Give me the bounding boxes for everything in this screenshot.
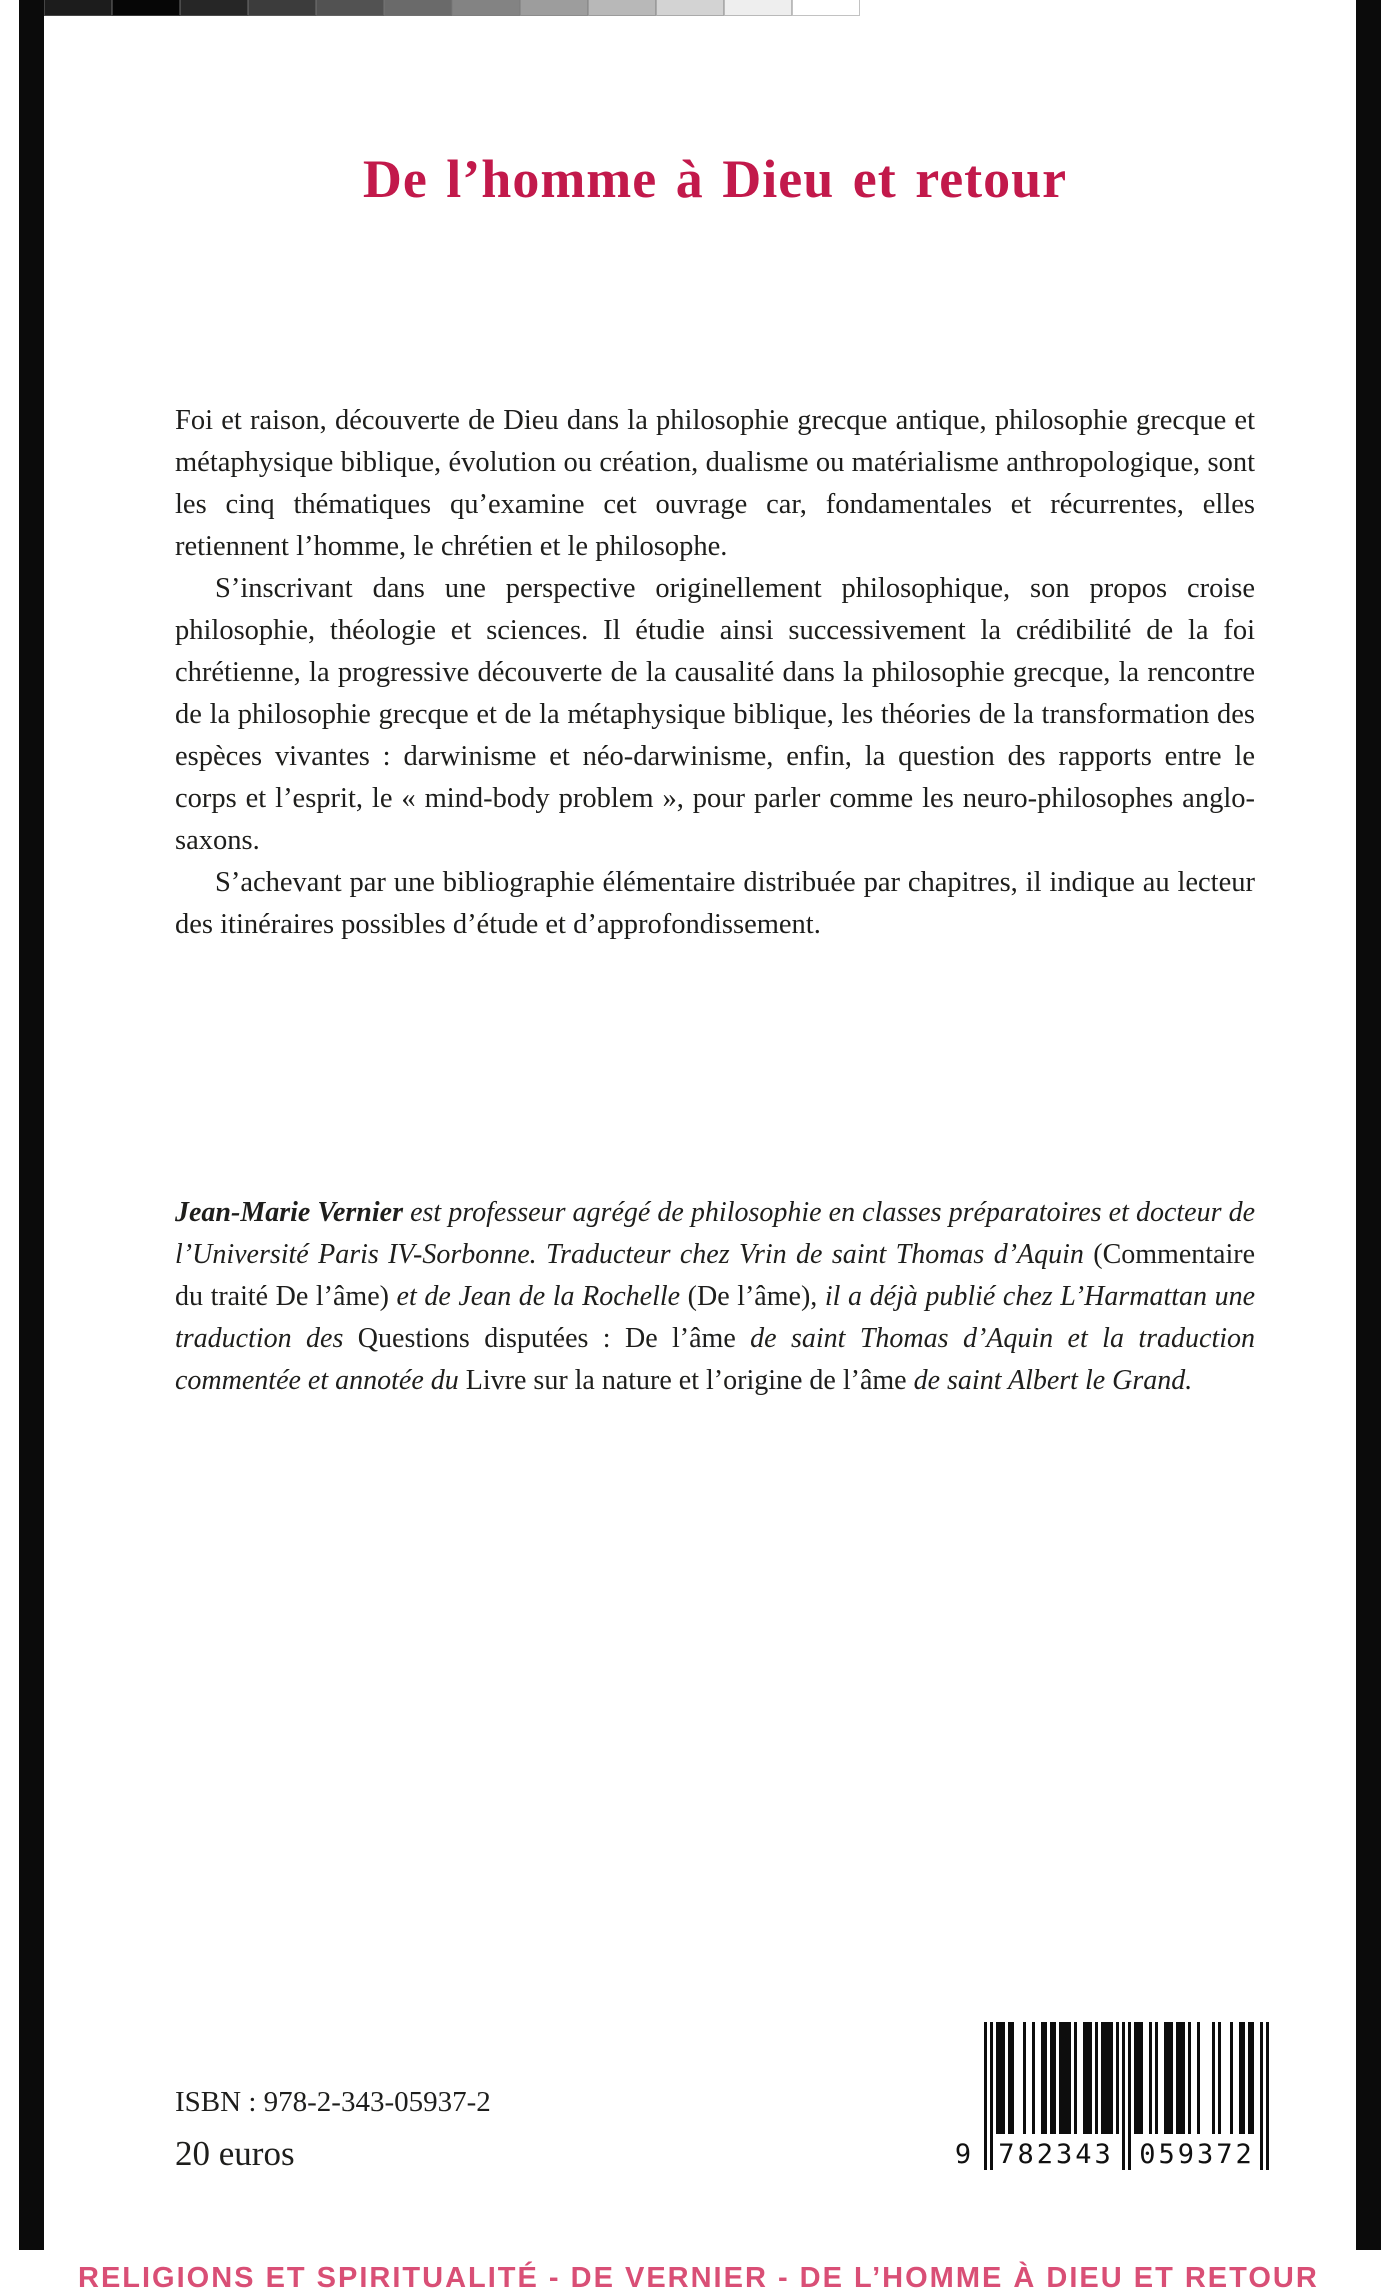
synopsis-paragraph-1: Foi et raison, découverte de Dieu dans la philosophie grecque antique, philosophie grecque et métaphysique biblique, évolution ou création, dualisme ou matérialisme anthropologique, sont les cinq thématiques qu’examine cet ouvrage car, fondamentales et récurrentes, elles retiennent l’homme, le chrétien et le philosophe.: [175, 405, 1255, 562]
calibration-swatch: [112, 0, 180, 16]
book-title: De l’homme à Dieu et retour: [362, 149, 1068, 209]
bio-segment: (De l’âme),: [687, 1281, 818, 1312]
author-bio: [175, 1192, 1255, 1402]
print-slug: RELIGIONS ET SPIRITUALITÉ - DE VERNIER - DE L’HOMME À DIEU ET RETOUR: [78, 2262, 1319, 2294]
bio-segment: il a déjà publié chez L’Harmattan une traduction des: [175, 1281, 1256, 1354]
bio-segment: Livre sur la nature et l’origine de l’âme: [465, 1365, 907, 1396]
barcode-digit-system: 9: [954, 2139, 975, 2170]
bio-segment: Jean-Marie Vernier: [175, 1197, 403, 1228]
calibration-swatch: [248, 0, 316, 16]
calibration-swatch: [316, 0, 384, 16]
bio-segment: (Commentaire du traité De l’âme): [175, 1239, 1255, 1312]
calibration-swatch: [520, 0, 588, 16]
calibration-swatch: [44, 0, 112, 16]
calibration-swatch: [588, 0, 656, 16]
calibration-swatch: [384, 0, 452, 16]
barcode: [948, 2022, 1278, 2174]
price-text: 20 euros: [175, 2134, 295, 2173]
right-trim-bar: [1356, 0, 1381, 2250]
left-trim-bar: [19, 0, 44, 2250]
calibration-swatch: [656, 0, 724, 16]
calibration-swatch: [724, 0, 792, 16]
synopsis: [175, 400, 1255, 946]
calibration-strip: [44, 0, 860, 16]
bio-segment: est professeur agrégé de philosophie en classes préparatoires et docteur de l’Université Paris IV-Sorbonne. Traducteur chez Vrin de saint Thomas d’Aquin: [175, 1197, 1255, 1270]
barcode-digits-left: 782343: [993, 2136, 1119, 2172]
calibration-swatch: [792, 0, 860, 16]
calibration-swatch: [180, 0, 248, 16]
title-block: [175, 148, 1255, 210]
synopsis-paragraph-2: S’inscrivant dans une perspective originellement philosophique, son propos croise philosophie, théologie et sciences. Il étudie ainsi successivement la crédibilité de la foi chrétienne, la progressive découverte de la causalité dans la philosophie grecque, la rencontre de la philosophie grecque et de la métaphysique biblique, les théories de la transformation des espèces vivantes : darwinisme et néo-darwinisme, enfin, la question des rapports entre le corps et l’esprit, le « mind-body problem », pour parler comme les neuro-philosophes anglo-saxons.: [175, 573, 1255, 856]
bio-segment: Questions disputées : De l’âme: [357, 1323, 736, 1354]
bio-segment: de saint Albert le Grand.: [906, 1365, 1193, 1396]
calibration-swatch: [452, 0, 520, 16]
isbn-text: ISBN : 978-2-343-05937-2: [175, 2086, 491, 2118]
bio-segment: de saint Thomas d’Aquin et la traduction commentée et annotée du: [175, 1323, 1256, 1396]
barcode-digits-right: 059372: [1134, 2136, 1260, 2172]
bio-segment: et de Jean de la Rochelle: [388, 1281, 688, 1312]
synopsis-paragraph-3: S’achevant par une bibliographie élémentaire distribuée par chapitres, il indique au lecteur des itinéraires possibles d’étude et d’approfondissement.: [175, 867, 1255, 940]
